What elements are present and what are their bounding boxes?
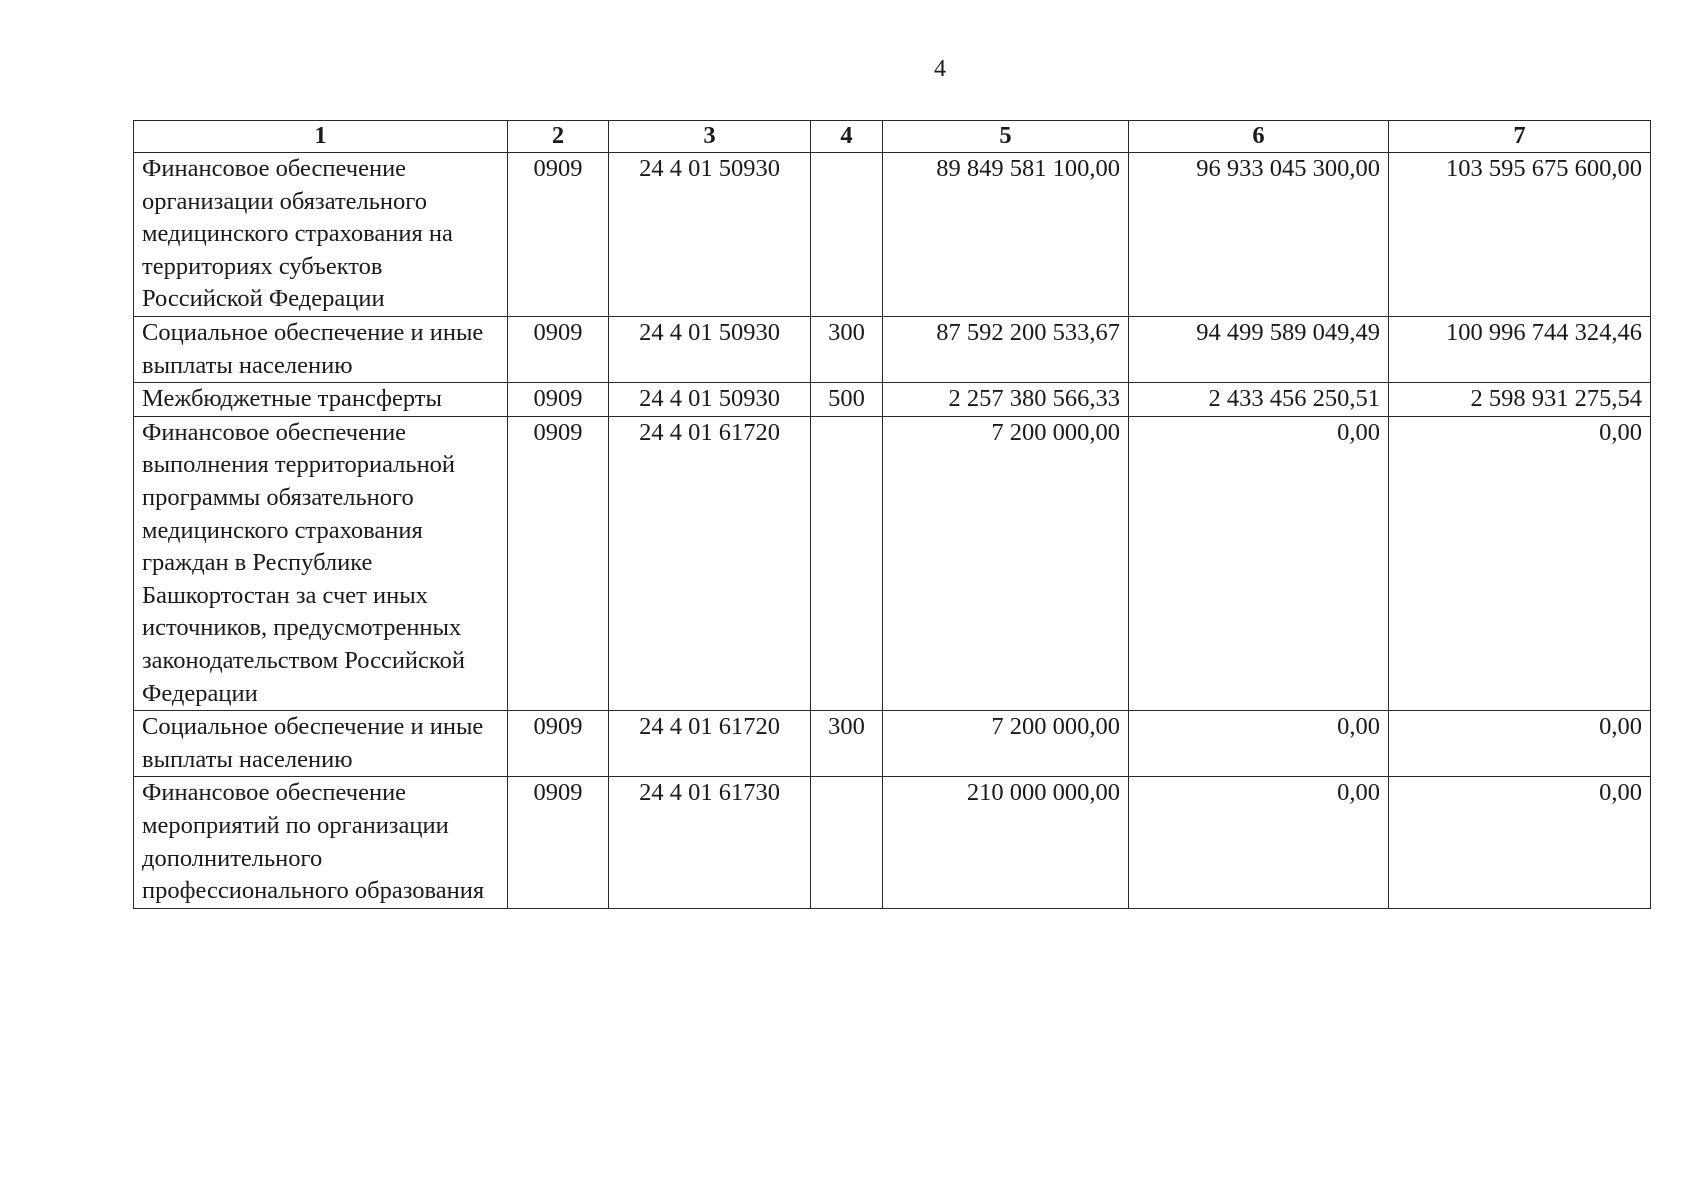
row-amount-2: 94 499 589 049,49 bbox=[1129, 317, 1389, 383]
table-row bbox=[134, 383, 1651, 417]
row-amount-1: 2 257 380 566,33 bbox=[883, 383, 1129, 417]
table-row bbox=[134, 153, 1651, 317]
row-name: Межбюджетные трансферты bbox=[134, 383, 508, 417]
budget-table bbox=[133, 120, 1651, 909]
row-amount-1: 210 000 000,00 bbox=[883, 777, 1129, 908]
row-amount-3: 0,00 bbox=[1389, 777, 1651, 908]
row-section: 0909 bbox=[508, 153, 609, 317]
column-header-7: 7 bbox=[1389, 121, 1651, 153]
row-name: Финансовое обеспечение организации обязательного медицинского страхования на территориях субъектов Российской Федерации bbox=[134, 153, 508, 317]
column-header-6: 6 bbox=[1129, 121, 1389, 153]
column-header-3: 3 bbox=[609, 121, 811, 153]
row-amount-2: 0,00 bbox=[1129, 711, 1389, 777]
table-row bbox=[134, 317, 1651, 383]
row-amount-1: 7 200 000,00 bbox=[883, 711, 1129, 777]
row-amount-1: 89 849 581 100,00 bbox=[883, 153, 1129, 317]
column-header-2: 2 bbox=[508, 121, 609, 153]
row-expense-type: 500 bbox=[811, 383, 883, 417]
row-name: Финансовое обеспечение выполнения территориальной программы обязательного медицинского страхования граждан в Республике Башкортостан за счет иных источников, предусмотренных законодательством Российской Федерации bbox=[134, 416, 508, 710]
row-target-article: 24 4 01 50930 bbox=[609, 153, 811, 317]
row-amount-3: 0,00 bbox=[1389, 416, 1651, 710]
row-expense-type bbox=[811, 416, 883, 710]
row-amount-3: 0,00 bbox=[1389, 711, 1651, 777]
row-amount-3: 103 595 675 600,00 bbox=[1389, 153, 1651, 317]
row-section: 0909 bbox=[508, 416, 609, 710]
row-section: 0909 bbox=[508, 317, 609, 383]
page-number: 4 bbox=[934, 56, 946, 82]
row-target-article: 24 4 01 50930 bbox=[609, 383, 811, 417]
row-expense-type bbox=[811, 777, 883, 908]
row-section: 0909 bbox=[508, 383, 609, 417]
header-row bbox=[134, 121, 1651, 153]
table-row bbox=[134, 416, 1651, 710]
row-target-article: 24 4 01 61720 bbox=[609, 711, 811, 777]
row-expense-type bbox=[811, 153, 883, 317]
row-target-article: 24 4 01 61720 bbox=[609, 416, 811, 710]
column-header-4: 4 bbox=[811, 121, 883, 153]
row-target-article: 24 4 01 50930 bbox=[609, 317, 811, 383]
row-expense-type: 300 bbox=[811, 317, 883, 383]
column-header-5: 5 bbox=[883, 121, 1129, 153]
table-row bbox=[134, 711, 1651, 777]
row-name: Финансовое обеспечение мероприятий по организации дополнительного профессионального образования bbox=[134, 777, 508, 908]
row-name: Социальное обеспечение и иные выплаты населению bbox=[134, 711, 508, 777]
row-target-article: 24 4 01 61730 bbox=[609, 777, 811, 908]
row-section: 0909 bbox=[508, 711, 609, 777]
column-header-1: 1 bbox=[134, 121, 508, 153]
row-expense-type: 300 bbox=[811, 711, 883, 777]
row-amount-3: 100 996 744 324,46 bbox=[1389, 317, 1651, 383]
row-amount-2: 0,00 bbox=[1129, 777, 1389, 908]
table-row bbox=[134, 777, 1651, 908]
row-amount-2: 0,00 bbox=[1129, 416, 1389, 710]
row-amount-1: 87 592 200 533,67 bbox=[883, 317, 1129, 383]
row-section: 0909 bbox=[508, 777, 609, 908]
row-amount-2: 96 933 045 300,00 bbox=[1129, 153, 1389, 317]
row-amount-3: 2 598 931 275,54 bbox=[1389, 383, 1651, 417]
row-amount-1: 7 200 000,00 bbox=[883, 416, 1129, 710]
row-amount-2: 2 433 456 250,51 bbox=[1129, 383, 1389, 417]
row-name: Социальное обеспечение и иные выплаты населению bbox=[134, 317, 508, 383]
